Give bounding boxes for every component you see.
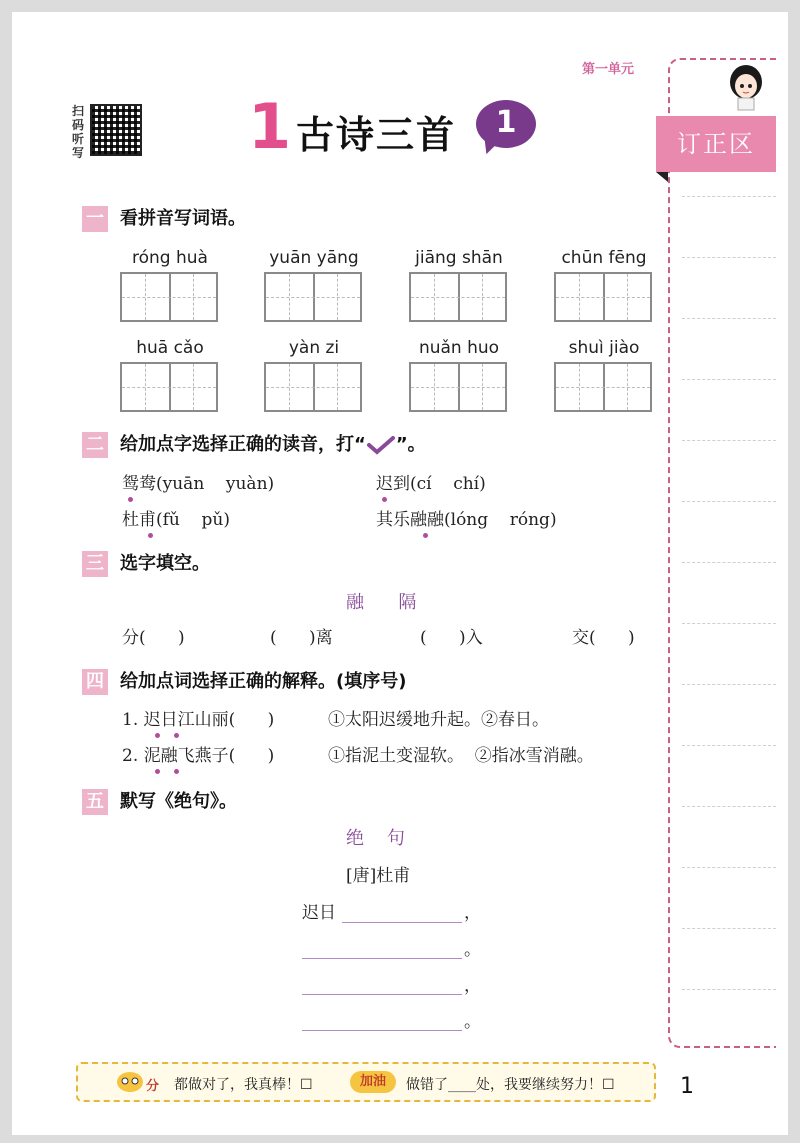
fill-blank[interactable]: ( )离 bbox=[270, 628, 333, 648]
section-title-1: 看拼音写词语。 bbox=[120, 208, 246, 229]
writing-grid[interactable] bbox=[554, 272, 652, 322]
poem-title: 绝 句 bbox=[346, 828, 405, 849]
checkmark-icon bbox=[366, 435, 396, 455]
writing-grid[interactable] bbox=[409, 362, 507, 412]
unit-label: 第一单元 bbox=[582, 62, 635, 77]
fill-blank[interactable]: ( )入 bbox=[420, 628, 483, 648]
emphasis-dot bbox=[155, 733, 160, 738]
emphasis-dot bbox=[174, 733, 179, 738]
emphasis-dot bbox=[423, 533, 428, 538]
pinyin-label: nuǎn huo bbox=[418, 338, 500, 358]
fill-blank[interactable]: 分( ) bbox=[122, 628, 185, 648]
section-badge-2: 二 bbox=[82, 432, 108, 458]
poem-line-blank[interactable] bbox=[302, 994, 462, 995]
emphasis-dot bbox=[128, 497, 133, 502]
writing-grid[interactable] bbox=[409, 272, 507, 322]
emphasis-dot bbox=[382, 497, 387, 502]
qr-label: 扫码听写 bbox=[71, 104, 84, 160]
poem-line-blank[interactable] bbox=[302, 958, 462, 959]
writing-grid[interactable] bbox=[264, 362, 362, 412]
section-badge-1: 一 bbox=[82, 206, 108, 232]
score-face-icon bbox=[116, 1071, 144, 1093]
section-title-2-end: ”。 bbox=[395, 434, 426, 455]
correction-tab: 订正区 bbox=[656, 116, 776, 172]
section-badge-5: 五 bbox=[82, 789, 108, 815]
pinyin-label: chūn fēng bbox=[561, 248, 647, 268]
tab-fold bbox=[656, 172, 668, 182]
section-title-4: 给加点词选择正确的解释。(填序号) bbox=[120, 671, 407, 692]
lesson-number: 1 bbox=[248, 90, 292, 163]
correction-area bbox=[668, 58, 776, 1048]
encourage-text[interactable]: 做错了____处，我要继续努力！☐ bbox=[406, 1077, 615, 1093]
character-choices: 融 隔 bbox=[346, 592, 417, 613]
reading-item[interactable]: 杜甫(fǔ pǔ) bbox=[122, 510, 230, 530]
reading-item[interactable]: 其乐融融(lóng róng) bbox=[376, 510, 557, 530]
lesson-part-bubble: 1 bbox=[476, 100, 536, 148]
section-title-2 bbox=[120, 432, 426, 458]
section-badge-4: 四 bbox=[82, 669, 108, 695]
reading-item[interactable]: 迟到(cí chí) bbox=[376, 474, 486, 494]
answer-options: ①太阳迟缓地升起。②春日。 bbox=[328, 710, 549, 730]
writing-grid[interactable] bbox=[120, 272, 218, 322]
poem-line-blank[interactable] bbox=[302, 1030, 462, 1031]
section-title-2-start: 给加点字选择正确的读音，打“ bbox=[120, 434, 366, 455]
page-number: 1 bbox=[680, 1074, 694, 1099]
pinyin-label: huā cǎo bbox=[136, 338, 204, 358]
pinyin-label: jiāng shān bbox=[415, 248, 503, 268]
emphasis-dot bbox=[174, 769, 179, 774]
writing-grid[interactable] bbox=[120, 362, 218, 412]
score-label: 分 bbox=[146, 1079, 160, 1094]
poem-line-blank[interactable] bbox=[342, 922, 462, 923]
poem-punctuation: ， bbox=[464, 976, 481, 996]
poem-punctuation: 。 bbox=[464, 940, 481, 960]
emphasis-dot bbox=[155, 769, 160, 774]
question-item[interactable]: 1. 迟日江山丽( ) bbox=[122, 710, 275, 730]
qr-code-icon[interactable] bbox=[90, 104, 142, 156]
lesson-title: 古诗三首 bbox=[296, 113, 457, 157]
poem-line-start: 迟日 bbox=[302, 903, 336, 923]
writing-grid[interactable] bbox=[554, 362, 652, 412]
pinyin-label: yuān yāng bbox=[269, 248, 359, 268]
poem-punctuation: ， bbox=[464, 903, 481, 923]
writing-grid[interactable] bbox=[264, 272, 362, 322]
reading-item[interactable]: 鸳鸯(yuān yuàn) bbox=[122, 474, 275, 494]
poem-punctuation: 。 bbox=[464, 1012, 481, 1032]
emphasis-dot bbox=[148, 533, 153, 538]
cheer-badge: 加油 bbox=[350, 1071, 396, 1093]
pinyin-label: róng huà bbox=[132, 248, 208, 268]
cartoon-girl-icon bbox=[724, 62, 768, 112]
poem-author: [唐]杜甫 bbox=[346, 866, 411, 886]
praise-text[interactable]: 都做对了，我真棒！☐ bbox=[174, 1077, 313, 1093]
question-item[interactable]: 2. 泥融飞燕子( ) bbox=[122, 746, 275, 766]
fill-blank[interactable]: 交( ) bbox=[572, 628, 635, 648]
pinyin-label: shuì jiào bbox=[568, 338, 640, 358]
answer-options: ①指泥土变湿软。 ②指冰雪消融。 bbox=[328, 746, 594, 766]
section-title-5: 默写《绝句》。 bbox=[120, 791, 237, 812]
section-badge-3: 三 bbox=[82, 551, 108, 577]
pinyin-label: yàn zi bbox=[288, 338, 340, 358]
section-title-3: 选字填空。 bbox=[120, 553, 210, 574]
